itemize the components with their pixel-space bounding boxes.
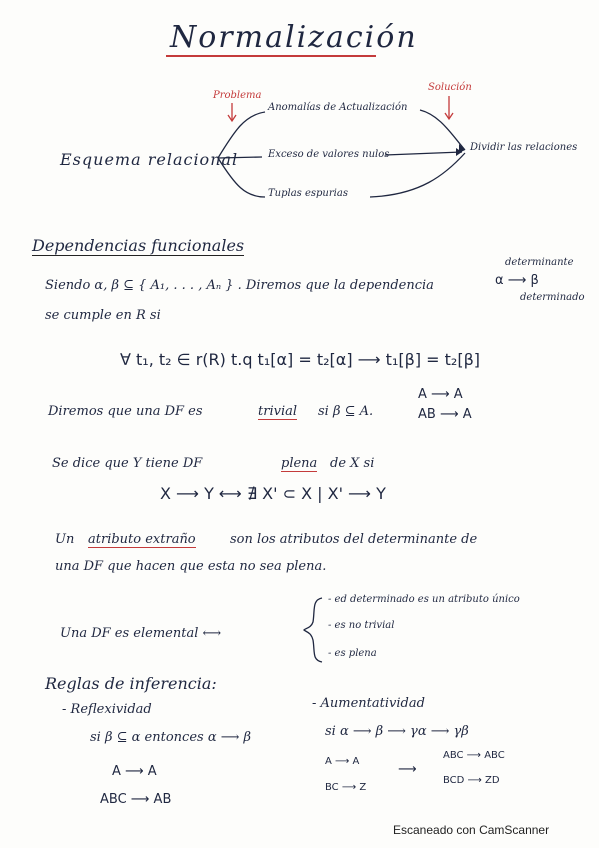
reflexividad-example-2: ABC ⟶ AB [100,792,172,807]
extrano-word: atributo extraño [88,532,196,547]
plena-formula: X ⟶ Y ⟷ ∄ X' ⊂ X | X' ⟶ Y [160,484,386,503]
diagram-branch-bot: Tuplas espurias [268,188,348,199]
extrano-line2: una DF que hacen que esta no sea plena. [55,559,327,574]
diagram-left-node: Esquema relacional [60,150,239,169]
extrano-prefix: Un [55,532,75,547]
aumentatividad-example-right-2: BCD ⟶ ZD [443,775,500,786]
trivial-prefix: Diremos que una DF es [48,404,203,419]
rules-heading: Reglas de inferencia: [45,674,217,693]
dependency-arrow-expr: α ⟶ β [495,273,539,288]
cumple-line: se cumple en R si [45,308,161,323]
elemental-item-1: - ed determinado es un atributo único [328,594,520,605]
section-heading-dependencias: Dependencias funcionales [32,236,245,255]
aumentatividad-title: - Aumentatividad [312,696,425,711]
trivial-example-2: AB ⟶ A [418,407,472,422]
camscanner-footer: Escaneado con CamScanner [393,823,550,837]
solucion-label: Solución [428,82,472,93]
diagram-branch-top: Anomalías de Actualización [268,102,408,113]
plena-prefix: Se dice que Y tiene DF [52,456,203,471]
aumentatividad-example-right-1: ABC ⟶ ABC [443,750,505,761]
reflexividad-rule: si β ⊆ α entonces α ⟶ β [90,730,252,745]
trivial-suffix: si β ⊆ A. [318,404,374,419]
determinado-label: determinado [520,292,585,303]
plena-suffix: de X si [330,456,375,471]
elemental-item-2: - es no trivial [328,620,395,631]
trivial-example-1: A ⟶ A [418,387,463,402]
reflexividad-example-1: A ⟶ A [112,764,157,779]
diagram-branch-mid: Exceso de valores nulos [268,149,390,160]
plena-word: plena [281,456,318,471]
extrano-suffix: son los atributos del determinante de [230,532,478,547]
reflexividad-title: - Reflexividad [62,702,152,717]
page-title: Normalización [170,20,418,55]
aumentatividad-implies-arrow: ⟶ [398,762,417,777]
elemental-left: Una DF es elemental ⟷ [60,626,222,641]
problema-label: Problema [213,90,262,101]
elemental-item-3: - es plena [328,648,377,659]
determinante-label: determinante [505,257,574,268]
df-formula: ∀ t₁, t₂ ∈ r(R) t.q t₁[α] = t₂[α] ⟶ t₁[β] = t₂[β] [120,350,481,369]
diagram-right-node: Dividir las relaciones [470,142,578,153]
aumentatividad-rule: si α ⟶ β ⟶ γα ⟶ γβ [325,724,469,739]
trivial-word: trivial [258,404,298,419]
aumentatividad-example-left-1: A ⟶ A [325,756,360,767]
siendo-line: Siendo α, β ⊆ { A₁, . . . , Aₙ } . Diremos que la dependencia [45,278,434,293]
aumentatividad-example-left-2: BC ⟶ Z [325,782,367,793]
